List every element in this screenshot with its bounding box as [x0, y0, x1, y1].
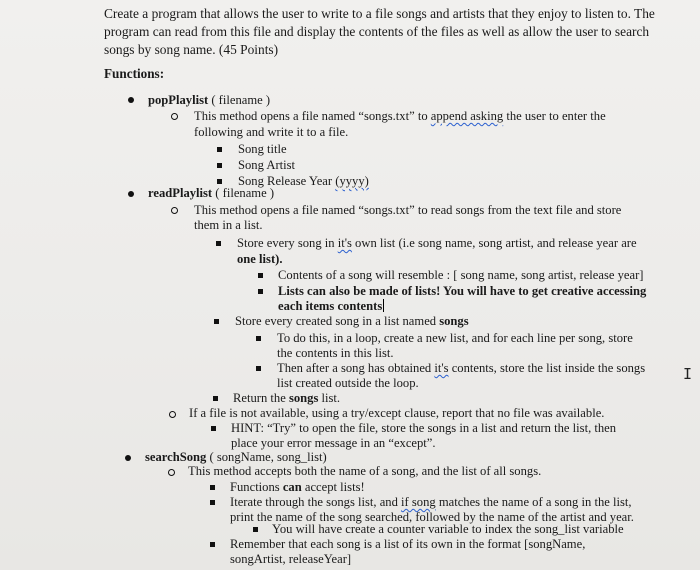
- text-cursor-icon: I: [683, 365, 693, 383]
- search-functions-line: [230, 480, 365, 495]
- bullet-circle-icon: [168, 469, 175, 476]
- read-then-line-1: [277, 361, 645, 376]
- pop-item-song-title: Song title: [238, 142, 287, 156]
- bullet-square-icon: [216, 241, 221, 246]
- read-store-wavy: it's: [337, 236, 352, 250]
- read-todo-line-1: To do this, in a loop, create a new list, and for each line per song, store: [277, 331, 633, 345]
- search-iterate-line-1: [230, 495, 632, 510]
- text-caret-icon: [383, 299, 384, 312]
- bullet-square-icon: [217, 147, 222, 152]
- search-functions-text-a: Functions: [230, 480, 283, 494]
- read-desc-line-2: them in a list.: [194, 218, 263, 232]
- read-return-text-c: list.: [318, 391, 341, 405]
- search-remember-line-2: songArtist, releaseYear]: [230, 552, 352, 566]
- pop-item-year-format: (yyyy): [335, 174, 369, 188]
- read-hint-line-1: HINT: “Try” to open the file, store the songs in a list and return the list, then: [231, 421, 617, 435]
- search-remember-line-1: Remember that each song is a list of its own in the format [songName,: [230, 537, 586, 551]
- search-song-signature: ( songName, song_list): [206, 450, 327, 464]
- bullet-circle-icon: [171, 113, 178, 120]
- read-playlist-name: readPlaylist: [148, 186, 213, 200]
- search-iterate-text-a: Iterate through the songs list, and: [230, 495, 402, 509]
- search-song-name: searchSong: [145, 450, 207, 464]
- read-store-text-a: Store every song in: [237, 236, 338, 250]
- pop-desc-text-a: This method opens a file named “songs.txt” to: [194, 109, 431, 123]
- search-iterate-wavy: if song: [401, 495, 436, 509]
- bullet-dot-icon: [125, 455, 131, 461]
- bullet-square-icon: [256, 336, 261, 341]
- read-then-wavy: it's: [434, 361, 449, 375]
- read-return-songs: songs: [288, 391, 319, 405]
- pop-playlist-name: popPlaylist: [148, 93, 209, 107]
- intro-line-1: Create a program that allows the user to write to a file songs and artists that they enjoy to listen to. The: [104, 6, 655, 21]
- bullet-square-icon: [258, 273, 263, 278]
- read-store-line-1: [237, 236, 637, 251]
- read-lists-bold-text: each items contents: [278, 299, 383, 313]
- bullet-square-icon: [210, 542, 215, 547]
- pop-desc-line-1: [194, 109, 606, 124]
- read-todo-line-2: the contents in this list.: [277, 346, 394, 360]
- bullet-square-icon: [210, 500, 215, 505]
- pop-item-release-year-text: Song Release Year: [238, 174, 336, 188]
- read-lists-bold-line-2: [278, 299, 384, 314]
- pop-desc-text-b: the user to enter the: [503, 109, 606, 123]
- read-store-created-songs: songs: [439, 314, 469, 328]
- intro-line-3: songs by song name. (45 Points): [104, 42, 279, 57]
- pop-desc-line-2: following and write it to a file.: [194, 125, 349, 139]
- read-return-line: [233, 391, 340, 406]
- bullet-square-icon: [211, 426, 216, 431]
- bullet-dot-icon: [128, 97, 134, 103]
- bullet-dot-icon: [128, 191, 134, 197]
- pop-playlist-signature: ( filename ): [208, 93, 271, 107]
- read-store-line-2: one list).: [237, 252, 283, 266]
- search-iterate-line-2: print the name of the song searched, followed by the name of the artist and year.: [230, 510, 634, 524]
- search-iterate-text-b: matches the name of a song in the list,: [435, 495, 632, 509]
- read-playlist-signature: ( filename ): [212, 186, 275, 200]
- read-store-created-line: [235, 314, 469, 329]
- search-functions-text-c: accept lists!: [301, 480, 365, 494]
- bullet-square-icon: [253, 527, 258, 532]
- bullet-square-icon: [214, 319, 219, 324]
- read-then-line-2: list created outside the loop.: [277, 376, 419, 390]
- search-song-heading: [145, 450, 327, 465]
- bullet-square-icon: [217, 163, 222, 168]
- read-playlist-heading: [148, 186, 274, 201]
- bullet-square-icon: [256, 366, 261, 371]
- pop-desc-wavy: append asking: [430, 109, 504, 123]
- read-store-created-text: Store every created song in a list named: [235, 314, 440, 328]
- search-counter-line: You will have create a counter variable to index the song_list variable: [272, 522, 624, 536]
- bullet-square-icon: [210, 485, 215, 490]
- read-then-text-a: Then after a song has obtained: [277, 361, 435, 375]
- bullet-square-icon: [258, 289, 263, 294]
- bullet-circle-icon: [171, 207, 178, 214]
- read-hint-line-2: place your error message in an “except”.: [231, 436, 436, 450]
- read-store-text-b: own list (i.e song name, song artist, and release year are: [351, 236, 637, 250]
- read-desc-line-1: This method opens a file named “songs.txt” to read songs from the text file and store: [194, 203, 622, 217]
- search-desc-line: This method accepts both the name of a song, and the list of all songs.: [188, 464, 542, 478]
- read-contents-line: Contents of a song will resemble : [ song name, song artist, release year]: [278, 268, 644, 282]
- functions-heading: Functions:: [104, 66, 165, 81]
- bullet-circle-icon: [169, 411, 176, 418]
- intro-line-2: program can read from this file and display the contents of the files as well as allow the user to search: [104, 24, 650, 39]
- pop-playlist-heading: [148, 93, 270, 108]
- pop-item-song-artist: Song Artist: [238, 158, 296, 172]
- read-nofile-line: If a file is not available, using a try/except clause, report that no file was available.: [189, 406, 605, 420]
- read-lists-bold-line-1: Lists can also be made of lists! You will have to get creative accessing: [278, 284, 647, 298]
- bullet-square-icon: [217, 179, 222, 184]
- bullet-square-icon: [213, 396, 218, 401]
- read-then-text-b: contents, store the list inside the songs: [448, 361, 646, 375]
- search-functions-can: can: [282, 480, 302, 494]
- read-return-text-a: Return the: [233, 391, 289, 405]
